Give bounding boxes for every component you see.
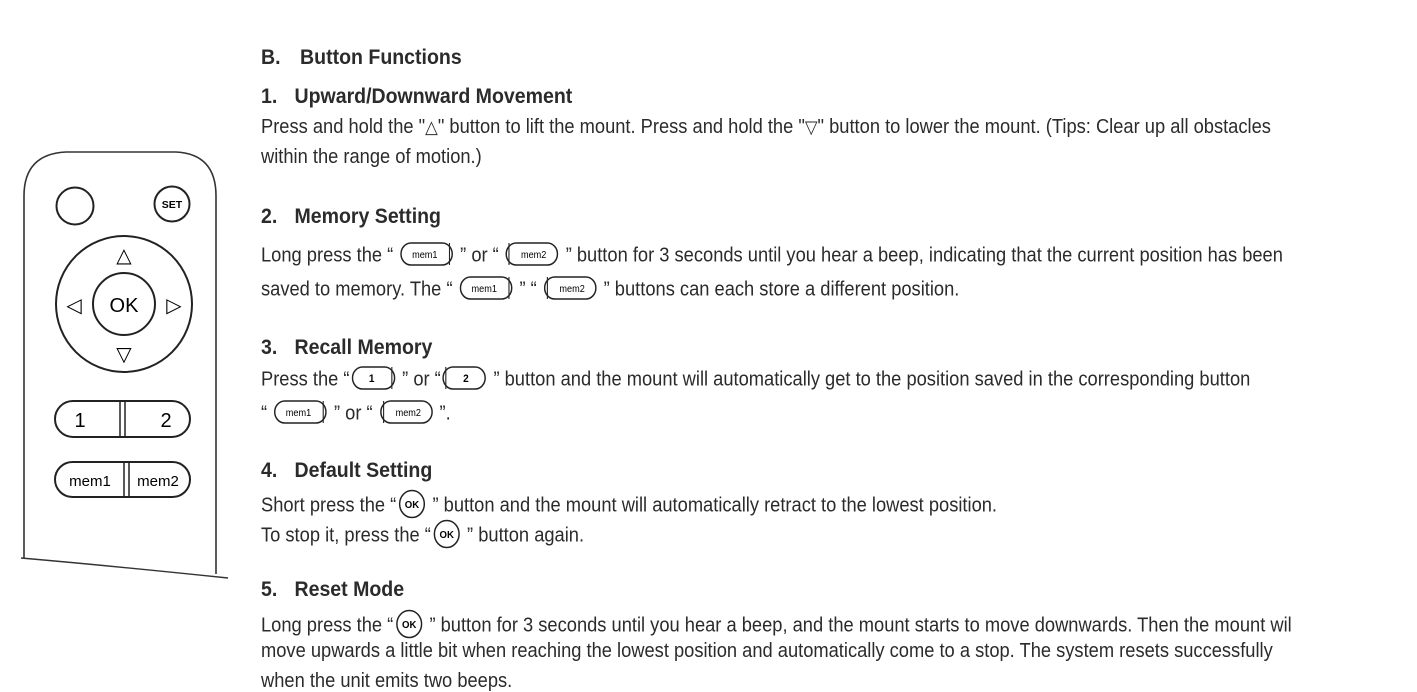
svg-text:mem1: mem1 (286, 407, 312, 420)
down-arrow-icon: ▽ (804, 117, 818, 138)
left-arrow-icon[interactable]: ◁ (66, 293, 82, 317)
svg-text:2: 2 (463, 372, 470, 386)
item-heading: 4. Default Setting (261, 459, 433, 482)
item-heading: 5. Reset Mode (261, 578, 405, 601)
item-5-line-1: Long press the “ OK ” button for 3 seconds until you hear a beep, and the mount starts to move downwards. Then the mount wil (261, 611, 1292, 641)
item-3-line-2: “ mem1 ” or “ mem2 ”. (261, 402, 451, 426)
power-button[interactable] (57, 188, 94, 225)
ok-key-icon (395, 609, 422, 639)
item-1-line-2: within the range of motion.) (261, 146, 482, 168)
svg-text:mem2: mem2 (521, 249, 547, 262)
mem2-key-icon (544, 276, 597, 300)
svg-text:1: 1 (368, 372, 375, 386)
up-arrow-icon: △ (425, 117, 438, 138)
key-2-icon (443, 366, 487, 390)
svg-text:OK: OK (404, 499, 420, 512)
svg-text:mem1: mem1 (412, 249, 438, 262)
item-1-line-1: Press and hold the "△" button to lift the mount. Press and hold the "▽" button to lower the mount. (Tips: Clear up all obstacles (261, 116, 1271, 138)
right-arrow-icon[interactable]: ▷ (166, 293, 182, 317)
item-heading: 2. Memory Setting (261, 205, 441, 228)
ok-button[interactable] (93, 273, 155, 335)
item-3-line-1: Press the “ 1 ” or “ 2 ” button and the mount will automatically get to the position saved in the corresponding button (261, 368, 1250, 392)
item-2-line-1: Long press the “ mem1 ” or “ mem2 ” button for 3 seconds until you hear a beep, indicating that the current position has been (261, 244, 1283, 268)
key-1-label[interactable]: 1 (74, 410, 86, 432)
item-heading: 3. Recall Memory (261, 336, 433, 359)
mem2-key-icon (380, 400, 433, 424)
svg-text:OK: OK (401, 619, 416, 632)
mem1-key-icon (274, 400, 327, 424)
section-title: B. Button Functions (261, 46, 462, 69)
key-mem1-label[interactable]: mem1 (69, 473, 111, 490)
mem2-key-icon (506, 242, 559, 266)
up-arrow-icon[interactable]: △ (116, 243, 132, 267)
item-2-line-2: saved to memory. The “ mem1 ” “ mem2 ” buttons can each store a different position. (261, 278, 959, 302)
ok-key-icon (433, 519, 460, 549)
svg-text:mem2: mem2 (395, 407, 421, 420)
number-key-pair[interactable] (55, 401, 190, 437)
item-5-line-3: when the unit emits two beeps. (261, 670, 513, 692)
memory-key-pair[interactable] (55, 462, 190, 497)
item-4-line-1: Short press the “ OK ” button and the mount will automatically retract to the lowest position. (261, 491, 997, 521)
mem1-key-icon (400, 242, 453, 266)
key-mem2-label[interactable]: mem2 (137, 473, 179, 490)
key-2-label[interactable]: 2 (160, 410, 172, 432)
svg-text:OK: OK (439, 529, 454, 542)
set-button[interactable] (155, 187, 190, 222)
item-5-line-2: move upwards a little bit when reaching the lowest position and automatically come to a stop. The system resets successfully (261, 640, 1273, 662)
mem1-key-icon (459, 276, 512, 300)
ok-key-icon (398, 489, 425, 519)
svg-text:mem1: mem1 (471, 283, 497, 296)
key-1-icon (351, 366, 395, 390)
remote-control-illustration (18, 146, 230, 586)
ok-button-label: OK (109, 295, 139, 317)
item-4-line-2: To stop it, press the “ OK ” button again. (261, 521, 584, 551)
svg-text:mem2: mem2 (559, 283, 585, 296)
item-heading: 1. Upward/Downward Movement (261, 85, 573, 108)
down-arrow-icon[interactable]: ▽ (116, 342, 132, 366)
set-button-label: SET (161, 199, 183, 211)
